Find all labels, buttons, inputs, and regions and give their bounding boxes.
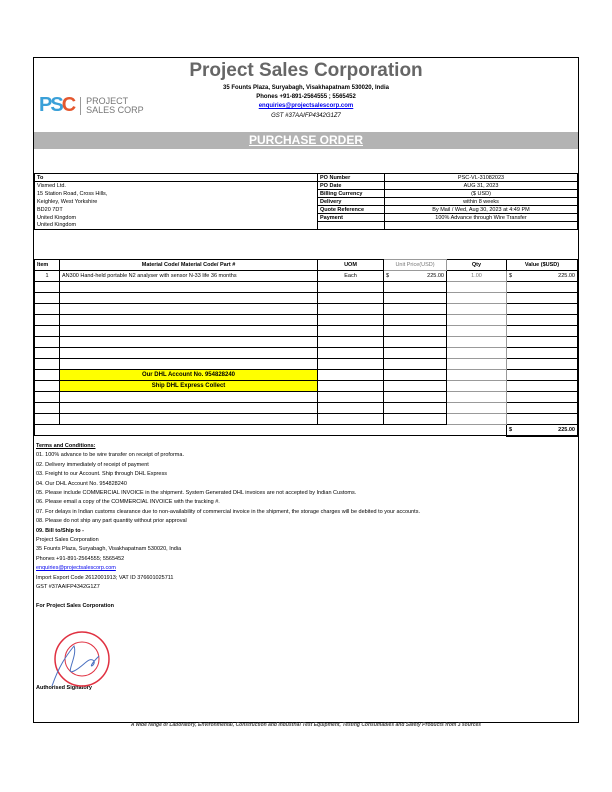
item-currency: $ <box>509 273 513 279</box>
bill-name: Project Sales Corporation <box>36 537 99 544</box>
po-key: Quote Reference <box>318 206 385 214</box>
po-value: ($ USD) <box>385 190 578 198</box>
logo-line1: PROJECT <box>86 95 129 106</box>
po-value: within 8 weeks <box>385 198 578 206</box>
dhl-ship-note: Ship DHL Express Collect <box>60 381 318 392</box>
total-currency: $ <box>509 426 513 433</box>
table-row <box>35 392 578 403</box>
po-key: Billing Currency <box>318 190 385 198</box>
bill-email-link[interactable]: enquiries@projectsalescorp.com <box>36 565 116 572</box>
term-item: 02. Delivery immediately of receipt of payment <box>36 461 149 468</box>
logo-line2: SALES CORP <box>86 104 144 115</box>
po-value: PSC-VL-31082023 <box>385 174 578 182</box>
terms-title: Terms and Conditions: <box>36 443 96 449</box>
col-unit-price: Unit Price(USD) <box>384 260 447 271</box>
order-info-table <box>34 173 578 230</box>
item-desc: AN300 Hand-held portable N2 analyser with sensor N-33 life 36 months <box>60 271 318 282</box>
term-item: 04. Our DHL Account No. 954828240 <box>36 480 127 487</box>
table-row <box>35 326 578 337</box>
bill-address: 35 Founts Plaza, Suryabagh, Visakhapatnam 530020, India <box>36 546 182 553</box>
bill-phones: Phones +91-891-2564555; 5565452 <box>36 555 125 562</box>
item-uom: Each <box>318 271 384 282</box>
items-table <box>34 259 578 437</box>
total-value: 225.00 <box>558 426 575 433</box>
po-value: 100% Advance through Wire Transfer <box>385 214 578 222</box>
document-title: PURCHASE ORDER <box>34 132 578 149</box>
table-row <box>35 359 578 370</box>
dhl-account-note: Our DHL Account No. 954828240 <box>60 370 318 381</box>
footer-tagline: A wide range of Laboratory, Environmental, Construction and Industrial Test Equipment, Testing Consumables and Safety Products from 3 sources <box>130 722 482 728</box>
company-email-link[interactable]: enquiries@projectsalescorp.com <box>258 103 354 109</box>
item-no: 1 <box>35 271 60 282</box>
total-row <box>35 425 578 436</box>
logo-mark: PSC <box>39 94 75 116</box>
term-item: 06. Please email a copy of the COMMERCIAL INVOICE with the tracking #. <box>36 499 220 506</box>
item-qty: 1.00 <box>447 271 507 282</box>
purchase-order-page <box>33 57 579 723</box>
term-item: 05. Please include COMMERCIAL INVOICE in the shipment. System Generated DHL invoices are not accepted by Indian Customs. <box>36 490 357 497</box>
for-company: For Project Sales Corporation <box>36 602 114 609</box>
po-key: PO Date <box>318 182 385 190</box>
term-item: 03. Freight to our Account. Ship through DHL Express <box>36 471 167 478</box>
po-key: Payment <box>318 214 385 222</box>
table-row <box>35 403 578 414</box>
table-row <box>35 370 578 381</box>
col-value: Value ($USD) <box>507 260 578 271</box>
to-address-line: United Kingdom <box>35 214 318 222</box>
col-qty: Qty <box>447 260 507 271</box>
authorised-signatory: Authorised Signatory <box>36 684 92 691</box>
table-row <box>35 293 578 304</box>
to-label: To <box>35 174 318 182</box>
company-phones: Phones +91-891-2564555 ; 5565452 <box>256 94 356 100</box>
bill-title: 09. Bill to/Ship to - <box>36 527 84 534</box>
to-address-line: Keighley, West Yorkshire <box>35 198 318 206</box>
po-key: PO Number <box>318 174 385 182</box>
col-desc: Material Code/ Material Code/ Part # <box>60 260 318 271</box>
term-item: 01. 100% advance to be wire transfer on receipt of proforma. <box>36 452 184 459</box>
to-address-line: Vismed Ltd. <box>35 182 318 190</box>
table-row <box>35 348 578 359</box>
company-gst: GST #37AAIFP4342G1Z7 <box>271 113 341 119</box>
col-item: Item <box>35 260 60 271</box>
to-address-line: 15 Station Road, Cross Hills, <box>35 190 318 198</box>
item-unit-price: 225.00 <box>427 273 444 279</box>
company-stamp-icon <box>44 626 114 696</box>
table-row <box>35 315 578 326</box>
item-value: 225.00 <box>558 273 575 279</box>
company-name: Project Sales Corporation <box>189 60 423 81</box>
company-logo <box>39 94 144 117</box>
table-row <box>35 337 578 348</box>
po-value: AUG 31, 2023 <box>385 182 578 190</box>
bill-iec: Import Export Code 2612001913; VAT ID 376601025711 <box>36 574 174 581</box>
to-address-line: United Kingdom <box>35 222 318 230</box>
table-row <box>35 304 578 315</box>
term-item: 07. For delays in Indian customs clearance due to non-availability of commercial invoice in the shipment, the storage charges will be debited to your accounts. <box>36 508 420 515</box>
bill-gst: GST #37AAIFP4342G1Z7 <box>36 584 100 591</box>
company-address: 35 Founts Plaza, Suryabagh, Visakhapatnam 530020, India <box>223 85 389 91</box>
table-row <box>35 282 578 293</box>
po-value: By Mail / Wed, Aug 30, 2023 at 4:49 PM <box>385 206 578 214</box>
po-key: Delivery <box>318 198 385 206</box>
table-row <box>35 381 578 392</box>
table-row <box>35 271 578 282</box>
table-row <box>35 414 578 425</box>
term-item: 08. Please do not ship any part quantity without prior approval <box>36 518 187 525</box>
item-currency: $ <box>386 273 390 279</box>
to-address-line: BD20 7DT <box>35 206 318 214</box>
col-uom: UOM <box>318 260 384 271</box>
